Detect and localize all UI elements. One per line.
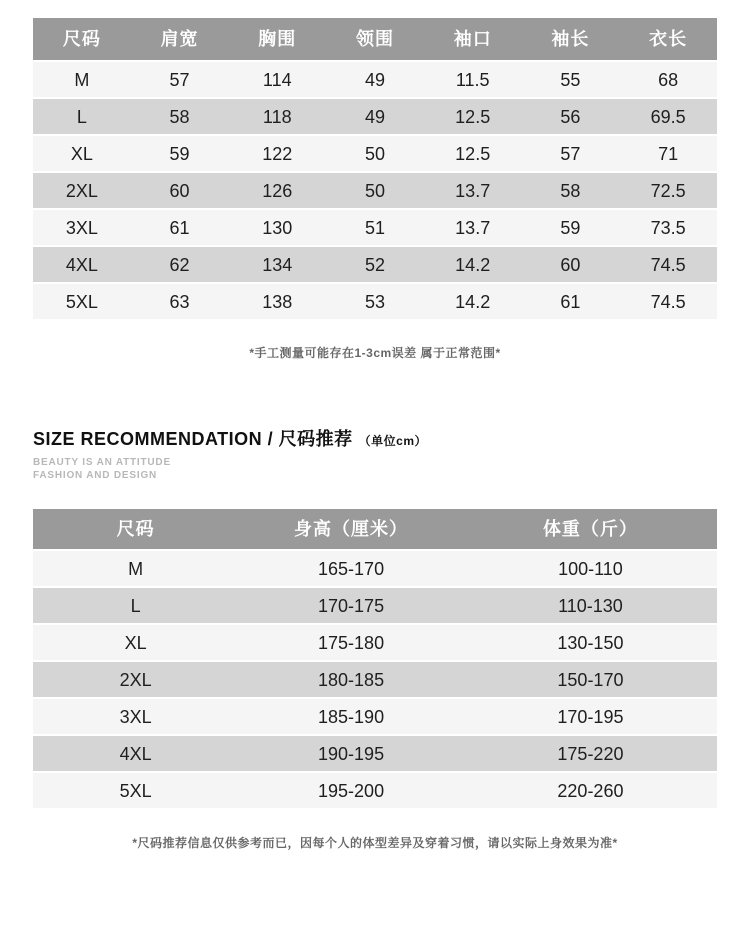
value-cell: 61	[169, 217, 190, 238]
col-header-chest: 胸围	[258, 29, 297, 49]
value-cell: 74.5	[650, 254, 686, 275]
size-label-cell: 2XL	[119, 669, 152, 690]
size-label-cell: 4XL	[119, 743, 152, 764]
size-label-cell: 5XL	[119, 780, 152, 801]
value-cell: 130	[262, 217, 293, 238]
value-cell: 63	[169, 291, 190, 312]
value-cell: 60	[560, 254, 581, 275]
table-row	[33, 60, 717, 97]
value-cell: 12.5	[455, 143, 491, 164]
size-label-cell: L	[76, 106, 87, 127]
table-row	[33, 245, 717, 282]
value-cell: 100-110	[558, 558, 623, 579]
col-header-size: 尺码	[116, 519, 155, 539]
recommendation-table	[33, 509, 717, 808]
measurement-size-table	[33, 18, 717, 319]
value-cell: 13.7	[455, 217, 491, 238]
value-cell: 14.2	[455, 254, 491, 275]
value-cell: 13.7	[455, 180, 491, 201]
col-header-height: 身高（厘米）	[294, 519, 409, 539]
value-cell: 59	[169, 143, 190, 164]
value-cell: 130-150	[557, 632, 624, 653]
value-cell: 122	[262, 143, 293, 164]
size-recommendation-title	[33, 425, 750, 451]
measurement-note: *手工测量可能存在1-3cm误差 属于正常范围*	[249, 346, 501, 360]
value-cell: 53	[364, 291, 385, 312]
value-cell: 175-180	[318, 632, 385, 653]
value-cell: 190-195	[318, 743, 385, 764]
table-row	[33, 697, 717, 734]
value-cell: 165-170	[318, 558, 385, 579]
value-cell: 72.5	[650, 180, 686, 201]
col-header-size: 尺码	[62, 29, 101, 49]
size-label-cell: 3XL	[65, 217, 98, 238]
subtitle-line-2: FASHION AND DESIGN	[33, 470, 158, 481]
table-row	[33, 134, 717, 171]
value-cell: 50	[364, 143, 385, 164]
table-row	[33, 660, 717, 697]
value-cell: 195-200	[318, 780, 385, 801]
value-cell: 58	[169, 106, 190, 127]
value-cell: 60	[169, 180, 190, 201]
value-cell: 114	[262, 69, 292, 90]
table-row	[33, 208, 717, 245]
value-cell: 61	[560, 291, 581, 312]
value-cell: 134	[262, 254, 293, 275]
value-cell: 50	[364, 180, 385, 201]
size-label-cell: L	[130, 595, 141, 616]
value-cell: 14.2	[455, 291, 491, 312]
table-row	[33, 549, 717, 586]
table-row	[33, 97, 717, 134]
value-cell: 170-175	[318, 595, 385, 616]
size-recommendation-title-text: SIZE RECOMMENDATION / 尺码推荐	[33, 429, 353, 449]
value-cell: 118	[262, 106, 292, 127]
value-cell: 68	[658, 69, 679, 90]
table-row	[33, 623, 717, 660]
size-label-cell: 3XL	[119, 706, 152, 727]
value-cell: 58	[560, 180, 581, 201]
value-cell: 49	[364, 106, 385, 127]
value-cell: 52	[364, 254, 385, 275]
value-cell: 180-185	[318, 669, 385, 690]
table-row	[33, 282, 717, 319]
table-row	[33, 586, 717, 623]
value-cell: 220-260	[557, 780, 624, 801]
size-label-cell: XL	[124, 632, 147, 653]
size-label-cell: XL	[70, 143, 93, 164]
col-header-collar: 领围	[355, 29, 394, 49]
recommendation-note: *尺码推荐信息仅供参考而已，因每个人的体型差异及穿着习惯，请以实际上身效果为准*	[132, 836, 618, 850]
measurement-table-header-row	[33, 18, 717, 60]
size-recommendation-subtitle	[33, 456, 750, 482]
value-cell: 170-195	[557, 706, 624, 727]
size-label-cell: 2XL	[65, 180, 98, 201]
size-label-cell: M	[74, 69, 90, 90]
value-cell: 175-220	[557, 743, 624, 764]
value-cell: 69.5	[650, 106, 686, 127]
value-cell: 110-130	[558, 595, 623, 616]
col-header-sleeve-length: 袖长	[551, 29, 590, 49]
value-cell: 126	[262, 180, 293, 201]
size-recommendation-unit: （单位cm）	[358, 434, 428, 448]
size-label-cell: 4XL	[65, 254, 98, 275]
value-cell: 55	[560, 69, 581, 90]
col-header-garment-length: 衣长	[649, 29, 688, 49]
value-cell: 12.5	[455, 106, 491, 127]
value-cell: 56	[560, 106, 581, 127]
table-row	[33, 171, 717, 208]
value-cell: 51	[364, 217, 385, 238]
value-cell: 59	[560, 217, 581, 238]
value-cell: 71	[658, 143, 679, 164]
table-row	[33, 771, 717, 808]
size-label-cell: M	[128, 558, 144, 579]
table-row	[33, 734, 717, 771]
col-header-shoulder-width: 肩宽	[160, 29, 199, 49]
value-cell: 138	[262, 291, 293, 312]
value-cell: 49	[364, 69, 385, 90]
value-cell: 11.5	[455, 69, 490, 90]
value-cell: 150-170	[557, 669, 624, 690]
col-header-weight: 体重（斤）	[542, 519, 638, 539]
recommendation-table-header-row	[33, 509, 717, 549]
subtitle-line-1: BEAUTY IS AN ATTITUDE	[33, 457, 171, 468]
value-cell: 57	[560, 143, 581, 164]
col-header-cuff: 袖口	[453, 29, 492, 49]
value-cell: 73.5	[650, 217, 686, 238]
recommendation-table-body	[33, 549, 717, 808]
size-label-cell: 5XL	[65, 291, 98, 312]
size-recommendation-heading	[33, 425, 750, 482]
value-cell: 74.5	[650, 291, 686, 312]
measurement-table-body	[33, 60, 717, 319]
value-cell: 62	[169, 254, 190, 275]
value-cell: 185-190	[318, 706, 385, 727]
value-cell: 57	[169, 69, 190, 90]
